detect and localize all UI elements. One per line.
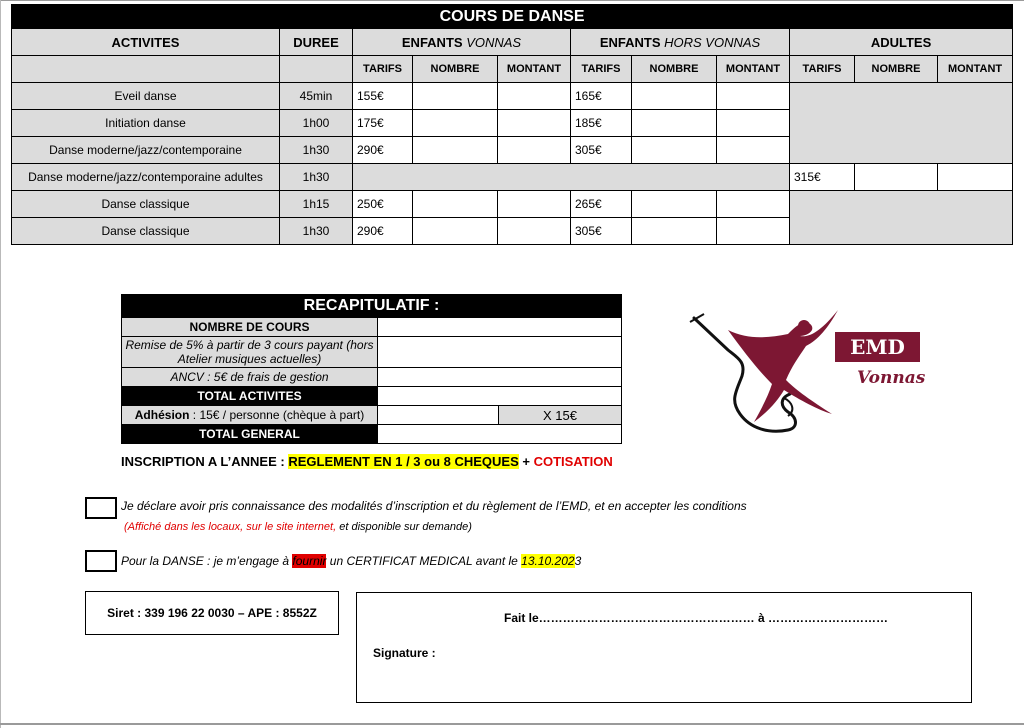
- duree-cell: 1h15: [280, 191, 353, 218]
- enfants-na-block: [353, 164, 790, 191]
- montant-input-cell[interactable]: [498, 191, 571, 218]
- dancer-head: [798, 320, 810, 332]
- page-left-border: [0, 0, 1, 728]
- montant-input-cell[interactable]: [498, 137, 571, 164]
- activite-cell: Initiation danse: [12, 110, 280, 137]
- subheader-nombre: NOMBRE: [413, 56, 498, 83]
- recap-nombre-cours-label: NOMBRE DE COURS: [122, 318, 378, 337]
- duree-cell: 1h30: [280, 137, 353, 164]
- header-enfants-vonnas: ENFANTS VONNAS: [353, 29, 571, 56]
- recap-total-general-label: TOTAL GENERAL: [122, 425, 378, 444]
- certificat-checkbox[interactable]: [85, 550, 117, 572]
- nombre-input-cell[interactable]: [413, 191, 498, 218]
- recap-title: RECAPITULATIF :: [122, 295, 622, 318]
- certificat-line: Pour la DANSE : je m’engage à fournir un CERTIFICAT MEDICAL avant le 13.10.2023: [121, 554, 582, 568]
- recap-total-activites-input[interactable]: [378, 387, 622, 406]
- recap-adhesion-label: Adhésion : 15€ / personne (chèque à part): [122, 406, 378, 425]
- montant-input-cell[interactable]: [498, 110, 571, 137]
- declaration-line1: Je déclare avoir pris connaissance des modalités d’inscription et du règlement de l’EMD, et en accepter les conditions: [121, 499, 747, 513]
- header-duree: DUREE: [280, 29, 353, 56]
- tarif-cell: 185€: [571, 110, 632, 137]
- recap-ancv-label: ANCV : 5€ de frais de gestion: [122, 368, 378, 387]
- page-top-border: [0, 0, 1024, 1]
- nombre-input-cell[interactable]: [632, 191, 717, 218]
- subheader-nombre: NOMBRE: [632, 56, 717, 83]
- activite-cell: Danse moderne/jazz/contemporaine: [12, 137, 280, 164]
- recap-adhesion-input[interactable]: [378, 406, 499, 425]
- montant-input-cell[interactable]: [498, 218, 571, 245]
- subheader-tarifs: TARIFS: [571, 56, 632, 83]
- duree-cell: 1h30: [280, 164, 353, 191]
- recap-ancv-input[interactable]: [378, 368, 622, 387]
- tarif-cell: 165€: [571, 83, 632, 110]
- nombre-input-cell[interactable]: [632, 83, 717, 110]
- nombre-input-cell[interactable]: [632, 110, 717, 137]
- recap-remise-label: Remise de 5% à partir de 3 cours payant (hors Atelier musiques actuelles): [122, 337, 378, 368]
- tarif-cell: 155€: [353, 83, 413, 110]
- nombre-input-cell[interactable]: [632, 218, 717, 245]
- signature-box[interactable]: [356, 592, 972, 703]
- tarif-cell: 290€: [353, 218, 413, 245]
- montant-input-cell[interactable]: [938, 164, 1013, 191]
- nombre-input-cell[interactable]: [855, 164, 938, 191]
- montant-input-cell[interactable]: [717, 137, 790, 164]
- signature-label: Signature :: [373, 646, 436, 660]
- subheader-blank: [12, 56, 280, 83]
- siret-box: Siret : 339 196 22 0030 – APE : 8552Z: [85, 591, 339, 635]
- subheader-nombre: NOMBRE: [855, 56, 938, 83]
- nombre-input-cell[interactable]: [413, 137, 498, 164]
- subheader-montant: MONTANT: [938, 56, 1013, 83]
- tarif-cell: 250€: [353, 191, 413, 218]
- nombre-input-cell[interactable]: [632, 137, 717, 164]
- tarif-cell: 315€: [790, 164, 855, 191]
- fait-le-line[interactable]: Fait le……………………………………………… à …………………………: [504, 611, 889, 625]
- subheader-montant: MONTANT: [498, 56, 571, 83]
- recap-remise-input[interactable]: [378, 337, 622, 368]
- tarif-cell: 175€: [353, 110, 413, 137]
- logo-emd-text: EMD: [835, 332, 920, 362]
- nombre-input-cell[interactable]: [413, 83, 498, 110]
- table-row: [12, 164, 1013, 191]
- activite-cell: Eveil danse: [12, 83, 280, 110]
- cours-table: [11, 4, 1013, 245]
- duree-cell: 1h30: [280, 218, 353, 245]
- subheader-tarifs: TARIFS: [353, 56, 413, 83]
- duree-cell: 1h00: [280, 110, 353, 137]
- recap-total-general-input[interactable]: [378, 425, 622, 444]
- logo-vonnas-text: Vonnas: [857, 368, 926, 388]
- tarif-cell: 305€: [571, 218, 632, 245]
- activite-cell: Danse moderne/jazz/contemporaine adultes: [12, 164, 280, 191]
- table-row: [12, 191, 1013, 218]
- recap-table: [121, 294, 622, 444]
- page-bottom-border: [0, 723, 1024, 725]
- montant-input-cell[interactable]: [498, 83, 571, 110]
- tarif-cell: 290€: [353, 137, 413, 164]
- recap-nombre-cours-input[interactable]: [378, 318, 622, 337]
- subheader-tarifs: TARIFS: [790, 56, 855, 83]
- nombre-input-cell[interactable]: [413, 218, 498, 245]
- activite-cell: Danse classique: [12, 218, 280, 245]
- declaration-line2: (Affiché dans les locaux, sur le site internet, et disponible sur demande): [124, 521, 472, 533]
- activite-cell: Danse classique: [12, 191, 280, 218]
- header-activites: ACTIVITES: [12, 29, 280, 56]
- montant-input-cell[interactable]: [717, 218, 790, 245]
- montant-input-cell[interactable]: [717, 83, 790, 110]
- declaration-checkbox[interactable]: [85, 497, 117, 519]
- adultes-na-block: [790, 191, 1013, 245]
- tarif-cell: 305€: [571, 137, 632, 164]
- subheader-blank: [280, 56, 353, 83]
- duree-cell: 45min: [280, 83, 353, 110]
- montant-input-cell[interactable]: [717, 110, 790, 137]
- recap-adhesion-multiplier: X 15€: [499, 406, 622, 425]
- tarif-cell: 265€: [571, 191, 632, 218]
- recap-total-activites-label: TOTAL ACTIVITES: [122, 387, 378, 406]
- cours-title: COURS DE DANSE: [12, 5, 1013, 29]
- header-adultes: ADULTES: [790, 29, 1013, 56]
- adultes-na-block: [790, 83, 1013, 164]
- nombre-input-cell[interactable]: [413, 110, 498, 137]
- montant-input-cell[interactable]: [717, 191, 790, 218]
- header-enfants-hors-vonnas: ENFANTS HORS VONNAS: [571, 29, 790, 56]
- inscription-line: INSCRIPTION A L’ANNEE : REGLEMENT EN 1 / 3 ou 8 CHEQUES + COTISATION: [121, 454, 613, 469]
- subheader-montant: MONTANT: [717, 56, 790, 83]
- table-row: [12, 83, 1013, 110]
